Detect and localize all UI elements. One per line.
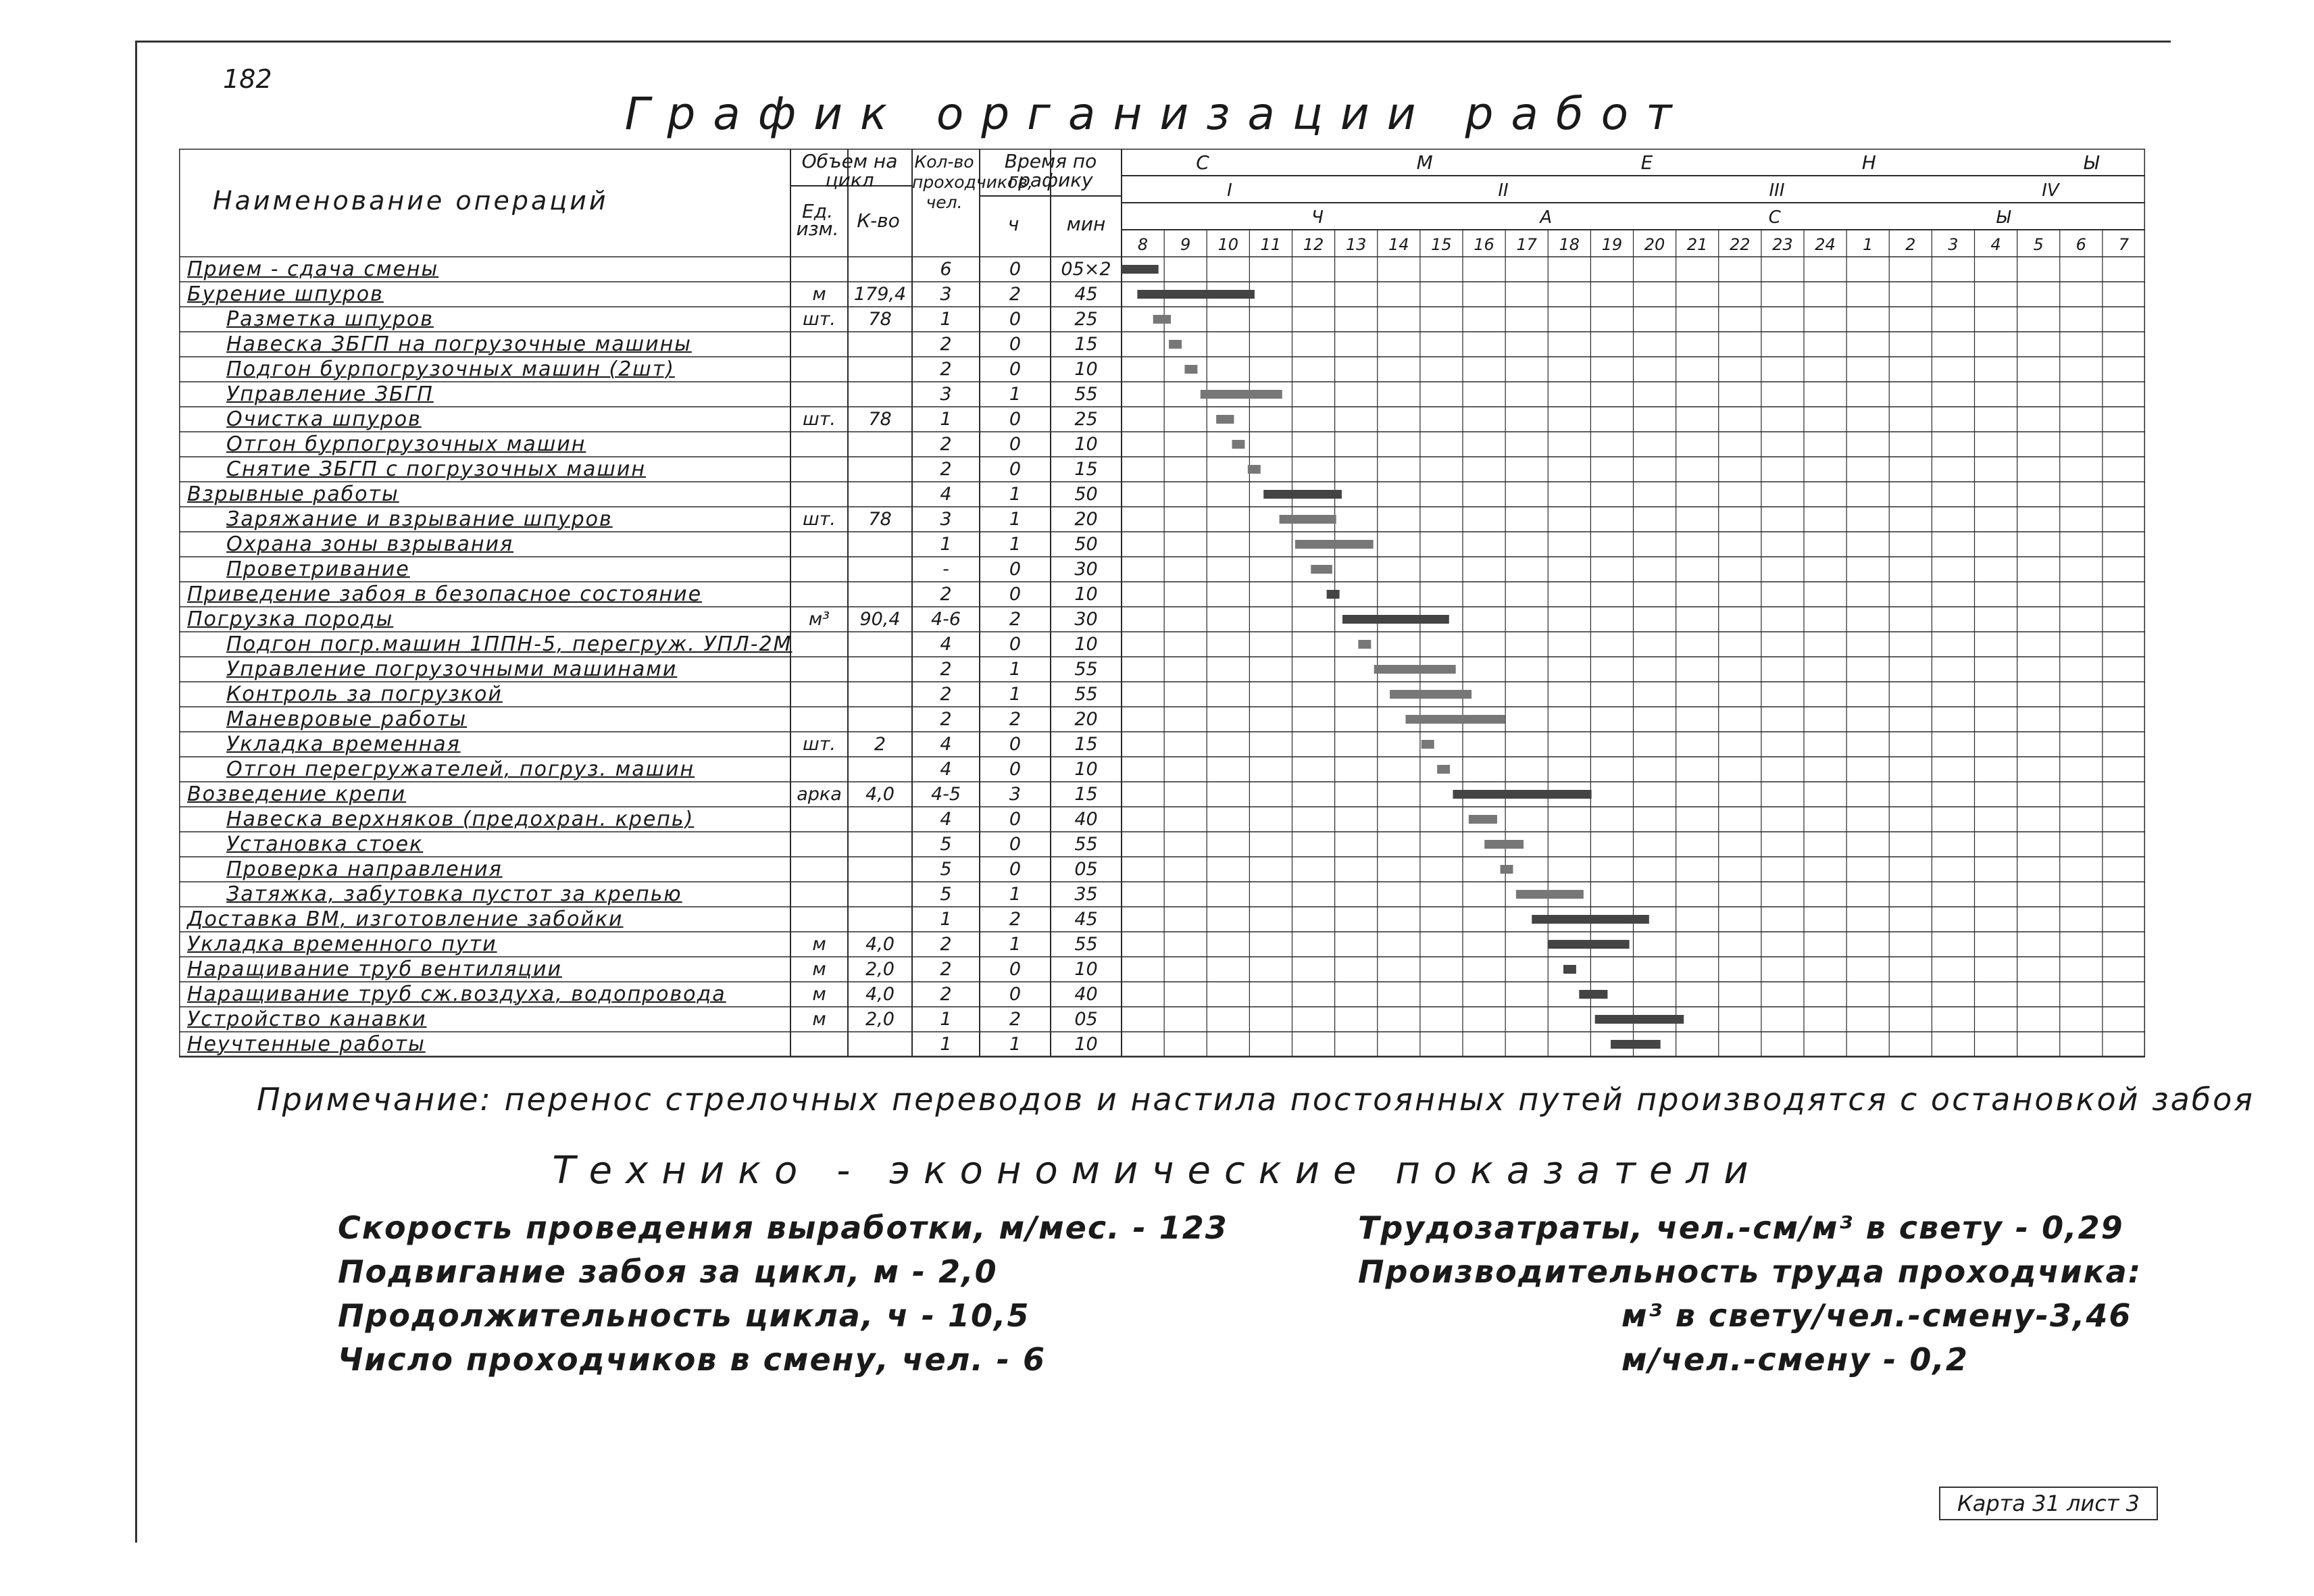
schedule-bar <box>1280 515 1336 524</box>
cell-workers: 1 <box>940 909 952 930</box>
hour-tick-label: 2 <box>1905 235 1916 254</box>
cell-h: 1 <box>1009 384 1022 405</box>
cell-unit <box>790 832 848 857</box>
cell-workers: 5 <box>940 859 952 880</box>
schedule-bar <box>1263 490 1342 499</box>
operation-name: Очистка шпуров <box>226 407 422 431</box>
cell-min: 15 <box>1074 734 1098 755</box>
cell-workers: 2 <box>940 709 952 730</box>
schedule-bar <box>1358 640 1371 649</box>
cell-qty: 4,0 <box>865 784 895 805</box>
sheet-stamp: Карта 31 лист 3 <box>1939 1487 2158 1520</box>
cell-workers: 2 <box>940 334 952 355</box>
cell-h: 1 <box>1009 509 1022 530</box>
cell-unit: м <box>812 284 826 305</box>
cell-min: 40 <box>1074 984 1098 1005</box>
cell-min: 55 <box>1074 934 1098 955</box>
cell-min: 15 <box>1074 784 1098 805</box>
cell-qty: 2 <box>874 734 886 755</box>
operation-name: Разметка шпуров <box>226 307 434 331</box>
cell-h: 0 <box>1009 759 1022 780</box>
cell-min: 10 <box>1074 359 1098 380</box>
cell-min: 55 <box>1074 659 1098 680</box>
cell-qty <box>848 332 912 357</box>
cell-h: 0 <box>1009 459 1022 480</box>
operation-name: Навеска верхняков (предохран. крепь) <box>226 807 695 831</box>
schedule-bar <box>1137 290 1255 299</box>
cell-h: 1 <box>1009 684 1022 705</box>
schedule-bar <box>1390 690 1472 699</box>
indicator-cycle-duration: Продолжительность цикла, ч - 10,5 <box>338 1297 1030 1334</box>
operation-name: Устройство канавки <box>187 1007 427 1031</box>
indicator-productivity-m3: м³ в свету/чел.-смену-3,46 <box>1621 1297 2132 1334</box>
indicator-advance: Подвигание забоя за цикл, м - 2,0 <box>338 1253 998 1290</box>
cell-h: 0 <box>1009 434 1022 455</box>
hour-tick-label: 10 <box>1217 235 1239 254</box>
operation-name: Укладка временная <box>226 732 461 756</box>
cell-unit <box>790 632 848 657</box>
indicator-labor-costs: Трудозатраты, чел.-см/м³ в свету - 0,29 <box>1358 1210 2124 1246</box>
schedule-bar <box>1548 940 1630 949</box>
hour-tick-label: 14 <box>1388 235 1409 254</box>
cell-workers: 1 <box>940 309 952 330</box>
schedule-bar <box>1311 565 1332 574</box>
cell-h: 0 <box>1009 959 1022 980</box>
cell-workers: 2 <box>940 934 952 955</box>
cell-unit: м <box>812 1009 826 1030</box>
operation-name: Установка стоек <box>226 832 424 856</box>
cell-unit: м³ <box>808 609 830 630</box>
schedule-bar <box>1248 465 1261 474</box>
hour-tick-label: 23 <box>1772 235 1793 254</box>
operation-name: Неучтенные работы <box>187 1032 426 1056</box>
header-unit: Ед. изм. <box>796 200 839 240</box>
operation-name: Доставка ВМ, изготовление забойки <box>187 907 624 931</box>
cell-h: 0 <box>1009 809 1022 830</box>
cell-min: 55 <box>1074 684 1098 705</box>
operation-name: Снятие ЗБГП с погрузочных машин <box>226 457 646 481</box>
cell-qty <box>848 707 912 732</box>
shift-label: II <box>1498 180 1509 201</box>
cell-workers: 5 <box>940 884 952 905</box>
cell-workers: 1 <box>940 534 952 555</box>
cell-unit: м <box>812 934 826 955</box>
cell-workers: 1 <box>940 1034 952 1055</box>
schedule-bar <box>1295 540 1374 549</box>
schedule-bar <box>1153 315 1171 324</box>
cell-workers: 2 <box>940 684 952 705</box>
cell-h: 3 <box>1009 784 1022 805</box>
operation-name: Проверка направления <box>226 857 503 881</box>
cell-qty: 90,4 <box>859 609 901 630</box>
cell-h: 1 <box>1009 934 1022 955</box>
cell-qty <box>848 632 912 657</box>
cell-unit <box>790 757 848 782</box>
hour-tick-label: 4 <box>1990 235 2001 254</box>
cell-unit <box>790 657 848 682</box>
cell-h: 1 <box>1009 484 1022 505</box>
hour-tick-label: 17 <box>1516 235 1537 254</box>
hour-tick-label: 5 <box>2033 235 2044 254</box>
indicator-speed: Скорость проведения выработки, м/мес. - 123 <box>338 1210 1228 1246</box>
indicator-productivity-label: Производительность труда проходчика: <box>1358 1253 2142 1290</box>
operation-name: Бурение шпуров <box>187 282 384 306</box>
cell-qty <box>848 657 912 682</box>
cell-unit <box>790 532 848 557</box>
cell-unit <box>790 432 848 457</box>
cell-unit <box>790 882 848 907</box>
operation-name: Навеска ЗБГП на погрузочные машины <box>226 332 692 356</box>
cell-workers: 1 <box>940 409 952 430</box>
operation-name: Наращивание труб вентиляции <box>187 957 562 981</box>
cell-min: 25 <box>1074 309 1098 330</box>
operation-name: Охрана зоны взрывания <box>226 532 514 556</box>
cell-workers: 4 <box>940 634 952 655</box>
cell-min: 45 <box>1074 284 1098 305</box>
hour-tick-label: 15 <box>1431 235 1452 254</box>
cell-workers: 4 <box>940 734 952 755</box>
cell-qty <box>848 432 912 457</box>
cell-min: 45 <box>1074 909 1098 930</box>
cell-workers: 3 <box>940 284 952 305</box>
cell-unit <box>790 457 848 482</box>
cell-unit <box>790 382 848 407</box>
schedule-bar <box>1405 715 1505 724</box>
cell-h: 0 <box>1009 409 1022 430</box>
schedule-bar <box>1453 790 1591 799</box>
cell-qty <box>848 532 912 557</box>
schedule-bar <box>1342 615 1449 624</box>
hour-tick-label: 11 <box>1260 235 1282 254</box>
cell-workers: 4 <box>940 809 952 830</box>
cell-unit <box>790 357 848 382</box>
cell-qty <box>848 807 912 832</box>
cell-min: 10 <box>1074 1034 1098 1055</box>
schedule-bar <box>1201 390 1282 399</box>
cell-h: 2 <box>1009 709 1022 730</box>
cell-workers: 2 <box>940 584 952 605</box>
schedule-bar <box>1484 840 1524 849</box>
operation-name: Подгон бурпогрузочных машин (2шт) <box>226 357 675 381</box>
cell-unit: арка <box>797 784 842 805</box>
cell-qty <box>848 882 912 907</box>
hour-tick-label: 8 <box>1137 235 1149 254</box>
cell-h: 0 <box>1009 834 1022 855</box>
operation-name: Погрузка породы <box>187 607 394 631</box>
operation-name: Управление ЗБГП <box>226 382 434 406</box>
month-letter: Н <box>1861 151 1876 174</box>
cell-workers: 3 <box>940 384 952 405</box>
operation-name: Контроль за погрузкой <box>226 682 503 706</box>
cell-h: 0 <box>1009 859 1022 880</box>
month-letter: С <box>1196 151 1209 174</box>
schedule-bar <box>1516 890 1584 899</box>
header-time: Время по графику <box>1004 150 1097 191</box>
cell-qty <box>848 257 912 282</box>
cell-qty <box>848 582 912 607</box>
cell-unit <box>790 807 848 832</box>
cell-qty: 4,0 <box>865 934 895 955</box>
cell-min: 20 <box>1074 509 1098 530</box>
cell-min: 55 <box>1074 834 1098 855</box>
cell-h: 2 <box>1009 609 1022 630</box>
shift-letter: Ы <box>1996 207 2011 228</box>
cell-workers: 4 <box>940 484 952 505</box>
cell-qty: 78 <box>868 309 892 330</box>
cell-qty <box>848 832 912 857</box>
cell-h: 0 <box>1009 259 1022 280</box>
hour-tick-label: 3 <box>1948 235 1959 254</box>
schedule-bar <box>1184 365 1197 374</box>
hour-tick-label: 18 <box>1559 235 1580 254</box>
operation-name: Приведение забоя в безопасное состояние <box>187 582 703 606</box>
schedule-bar <box>1532 915 1649 924</box>
cell-min: 40 <box>1074 809 1098 830</box>
cell-h: 2 <box>1009 284 1022 305</box>
cell-h: 0 <box>1009 359 1022 380</box>
hour-tick-label: 16 <box>1474 235 1494 254</box>
cell-min: 15 <box>1074 334 1098 355</box>
cell-unit: м <box>812 984 826 1005</box>
hour-tick-label: 19 <box>1601 235 1623 254</box>
cell-unit: шт. <box>802 509 836 530</box>
cell-workers: 1 <box>940 1009 952 1030</box>
cell-min: 50 <box>1074 534 1098 555</box>
cell-qty <box>848 907 912 932</box>
cell-unit: шт. <box>802 409 836 430</box>
operation-name: Возведение крепи <box>187 782 407 806</box>
hour-tick-label: 20 <box>1644 235 1665 254</box>
cell-workers: 3 <box>940 509 952 530</box>
cell-qty <box>848 457 912 482</box>
cell-min: 15 <box>1074 459 1098 480</box>
month-letter: Ы <box>2083 151 2099 174</box>
cell-min: 05×2 <box>1061 259 1111 280</box>
cell-qty: 4,0 <box>865 984 895 1005</box>
schedule-bar <box>1422 740 1434 749</box>
cell-h: 0 <box>1009 559 1022 580</box>
cell-qty <box>848 382 912 407</box>
cell-min: 35 <box>1074 884 1098 905</box>
cell-min: 10 <box>1074 634 1098 655</box>
cell-min: 20 <box>1074 709 1098 730</box>
schedule-bar <box>1169 340 1182 349</box>
cell-workers: 4 <box>940 759 952 780</box>
shift-letter: А <box>1540 207 1553 228</box>
schedule-bar <box>1469 815 1497 824</box>
cell-unit <box>790 682 848 707</box>
hour-tick-label: 24 <box>1815 235 1836 254</box>
cell-qty <box>848 357 912 382</box>
header-minutes: мин <box>1066 213 1106 235</box>
operation-name: Проветривание <box>226 557 410 581</box>
shift-letter: Ч <box>1311 207 1324 228</box>
schedule-bar <box>1579 990 1607 999</box>
cell-workers: 4-5 <box>930 784 961 805</box>
cell-h: 2 <box>1009 909 1022 930</box>
cell-h: 0 <box>1009 584 1022 605</box>
schedule-bar <box>1122 265 1159 274</box>
indicator-workers: Число проходчиков в смену, чел. - 6 <box>338 1341 1046 1378</box>
header-volume: Объем на цикл <box>801 150 898 191</box>
cell-qty: 2,0 <box>865 1009 895 1030</box>
operation-name: Затяжка, забутовка пустот за крепью <box>226 882 682 906</box>
cell-workers: 5 <box>940 834 952 855</box>
cell-unit: шт. <box>802 309 836 330</box>
schedule-bar <box>1232 440 1244 449</box>
hour-tick-label: 6 <box>2076 235 2086 254</box>
page-title: График организации работ <box>624 88 1690 140</box>
cell-qty: 2,0 <box>865 959 895 980</box>
header-workers: Кол-во проходчиков, чел. <box>912 152 1033 212</box>
cell-h: 0 <box>1009 634 1022 655</box>
header-operation: Наименование операций <box>213 186 609 216</box>
note: Примечание: перенос стрелочных переводов и настила постоянных путей производятся с остановкой забоя <box>257 1081 2255 1118</box>
operation-name: Маневровые работы <box>226 707 468 731</box>
cell-h: 0 <box>1009 309 1022 330</box>
header-qty: К-во <box>857 209 900 232</box>
cell-h: 1 <box>1009 659 1022 680</box>
cell-workers: 2 <box>940 459 952 480</box>
hour-tick-label: 7 <box>2118 235 2130 254</box>
hour-tick-label: 21 <box>1686 235 1708 254</box>
month-letter: М <box>1416 151 1433 174</box>
cell-min: 05 <box>1074 859 1098 880</box>
cell-unit <box>790 482 848 507</box>
cell-qty <box>848 757 912 782</box>
cell-h: 2 <box>1009 1009 1022 1030</box>
schedule-bar <box>1595 1015 1684 1024</box>
hour-tick-label: 9 <box>1180 235 1191 254</box>
cell-min: 05 <box>1074 1009 1098 1030</box>
cell-min: 25 <box>1074 409 1098 430</box>
cell-min: 30 <box>1074 559 1098 580</box>
hour-tick-label: 12 <box>1303 235 1324 254</box>
cell-h: 0 <box>1009 734 1022 755</box>
cell-workers: 2 <box>940 434 952 455</box>
schedule-bar <box>1501 865 1513 874</box>
cell-qty: 78 <box>868 409 892 430</box>
cell-workers: 2 <box>940 659 952 680</box>
cell-h: 1 <box>1009 884 1022 905</box>
cell-min: 10 <box>1074 959 1098 980</box>
cell-workers: 6 <box>940 259 952 280</box>
cell-min: 10 <box>1074 434 1098 455</box>
tech-indicators-title: Технико - экономические показатели <box>552 1149 1762 1193</box>
schedule-bar <box>1327 590 1340 599</box>
cell-min: 30 <box>1074 609 1098 630</box>
cell-unit <box>790 707 848 732</box>
cell-qty <box>848 482 912 507</box>
operation-name: Отгон перегружателей, погруз. машин <box>226 757 695 781</box>
cell-unit <box>790 857 848 882</box>
cell-min: 50 <box>1074 484 1098 505</box>
cell-h: 1 <box>1009 1034 1022 1055</box>
schedule-bar <box>1437 765 1450 774</box>
indicator-productivity-m: м/чел.-смену - 0,2 <box>1621 1341 1969 1378</box>
cell-qty <box>848 682 912 707</box>
cell-qty: 179,4 <box>853 284 907 305</box>
operation-name: Отгон бурпогрузочных машин <box>226 432 586 456</box>
operation-name: Заряжание и взрывание шпуров <box>226 507 613 531</box>
cell-h: 1 <box>1009 534 1022 555</box>
month-letter: Е <box>1640 151 1653 174</box>
cell-min: 55 <box>1074 384 1098 405</box>
header-hours: ч <box>1007 213 1020 235</box>
schedule-bar <box>1611 1040 1661 1049</box>
page-number: 182 <box>223 64 272 94</box>
cell-unit <box>790 257 848 282</box>
shift-letter: С <box>1768 207 1781 228</box>
cell-unit <box>790 1032 848 1057</box>
cell-min: 10 <box>1074 759 1098 780</box>
hour-tick-label: 22 <box>1730 235 1751 254</box>
cell-workers: 2 <box>940 959 952 980</box>
operation-name: Подгон погр.машин 1ППН-5, перегруж. УПЛ-2М <box>226 632 793 656</box>
shift-label: III <box>1769 180 1785 201</box>
hour-tick-label: 13 <box>1345 235 1367 254</box>
cell-min: 10 <box>1074 584 1098 605</box>
cell-workers: 4-6 <box>930 609 961 630</box>
cell-unit: шт. <box>802 734 836 755</box>
cell-unit <box>790 907 848 932</box>
shift-label: I <box>1227 180 1232 201</box>
shift-label: IV <box>2042 180 2059 201</box>
hour-tick-label: 1 <box>1863 235 1873 254</box>
operation-name: Укладка временного пути <box>187 932 497 956</box>
cell-workers: - <box>942 559 949 580</box>
schedule-bar <box>1374 665 1456 674</box>
cell-unit: м <box>812 959 826 980</box>
operation-name: Наращивание труб сж.воздуха, водопровода <box>187 982 726 1006</box>
schedule-bar <box>1216 415 1234 424</box>
cell-qty <box>848 1032 912 1057</box>
operation-name: Прием - сдача смены <box>187 257 439 281</box>
cell-qty: 78 <box>868 509 892 530</box>
operation-name: Взрывные работы <box>187 482 399 506</box>
schedule-table <box>179 149 2145 1057</box>
cell-qty <box>848 557 912 582</box>
cell-qty <box>848 857 912 882</box>
cell-unit <box>790 332 848 357</box>
cell-unit <box>790 582 848 607</box>
operation-name: Управление погрузочными машинами <box>226 657 678 681</box>
cell-unit <box>790 557 848 582</box>
cell-h: 0 <box>1009 984 1022 1005</box>
cell-h: 0 <box>1009 334 1022 355</box>
cell-workers: 2 <box>940 984 952 1005</box>
schedule-bar <box>1563 965 1576 974</box>
cell-workers: 2 <box>940 359 952 380</box>
